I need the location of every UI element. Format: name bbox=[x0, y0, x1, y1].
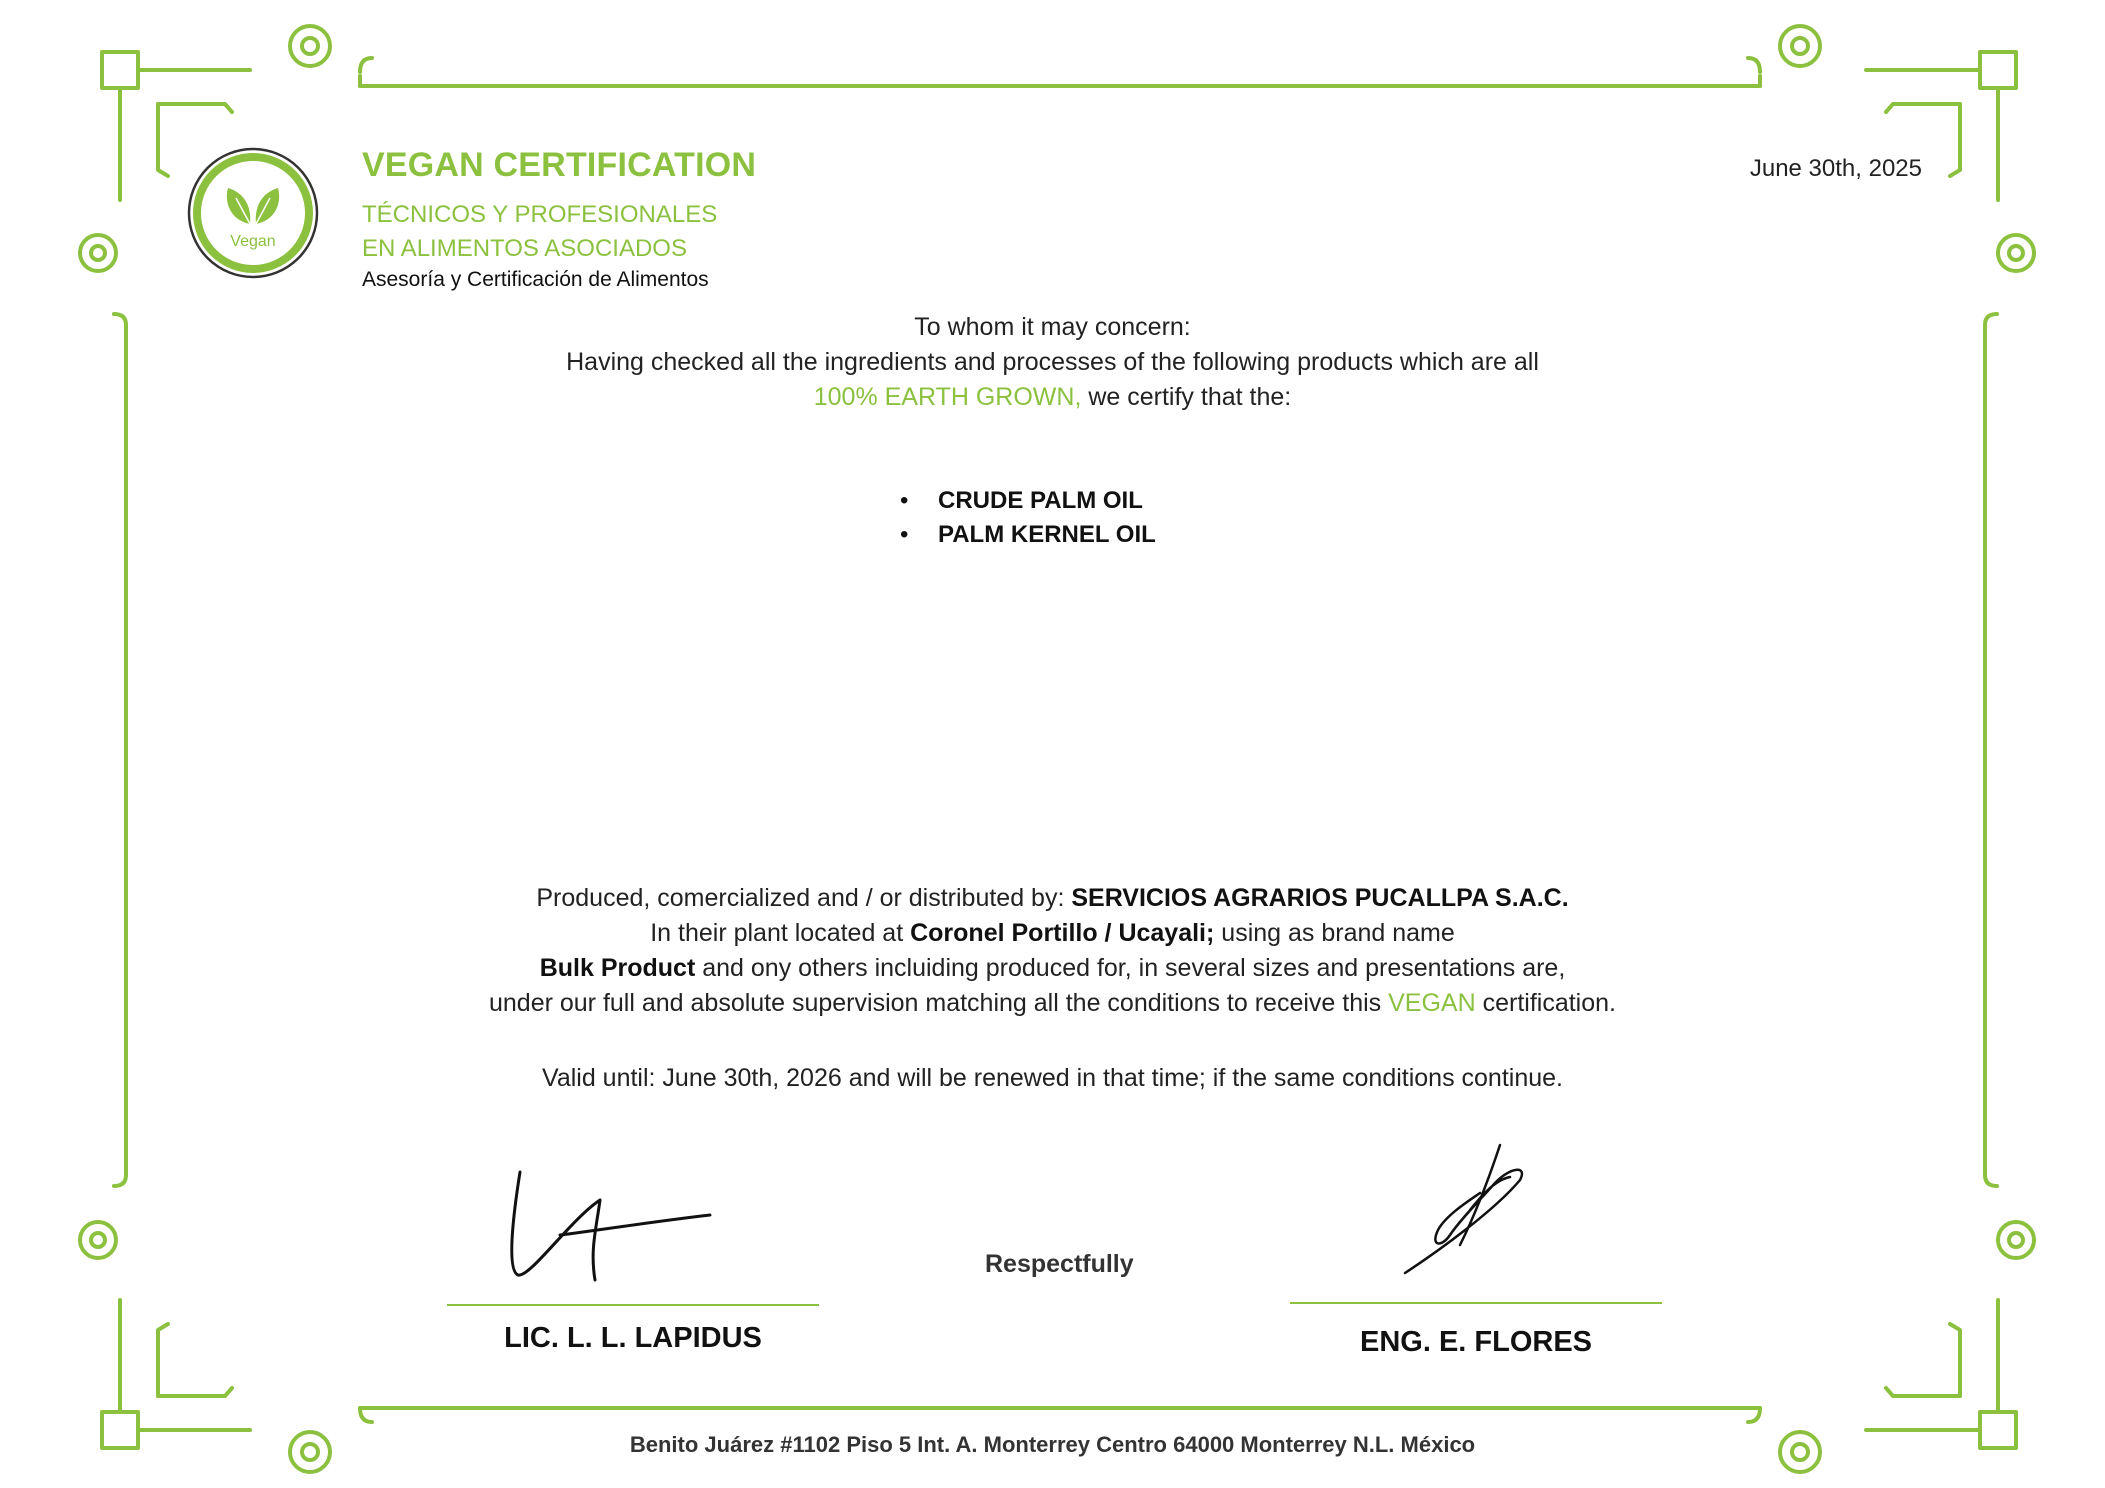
left-signature bbox=[500, 1160, 730, 1290]
brand-suffix: and ony others incluiding produced for, in several sizes and presentations are, bbox=[695, 954, 1566, 982]
earth-grown-highlight: 100% EARTH GROWN, bbox=[813, 383, 1082, 411]
intro-line: Having checked all the ingredients and processes of the following products which are all bbox=[566, 348, 1539, 376]
supervision-prefix: under our full and absolute supervision matching all the conditions to receive this bbox=[488, 989, 1389, 1017]
logo-label: Vegan bbox=[230, 233, 276, 250]
plant-location: Coronel Portillo / Ucayali; bbox=[910, 919, 1215, 947]
producer-prefix: Produced, comercialized and / or distributed by: bbox=[536, 884, 1072, 912]
footer-address: Benito Juárez #1102 Piso 5 Int. A. Monterrey Centro 64000 Monterrey N.L. México bbox=[629, 1432, 1476, 1457]
supervision-line bbox=[0, 986, 2105, 1021]
left-signer-name: LIC. L. L. LAPIDUS bbox=[504, 1322, 762, 1354]
supervision-suffix: certification. bbox=[1475, 989, 1616, 1017]
closing-text: Respectfully bbox=[985, 1250, 1134, 1278]
producer-line bbox=[0, 881, 2105, 916]
plant-suffix: using as brand name bbox=[1214, 919, 1455, 947]
validity-line: Valid until: June 30th, 2026 and will be renewed in that time; if the same conditions continue. bbox=[542, 1064, 1563, 1092]
right-signature bbox=[1400, 1135, 1540, 1280]
issue-date: June 30th, 2025 bbox=[1749, 155, 1922, 182]
org-name-line1: TÉCNICOS Y PROFESIONALES bbox=[362, 201, 718, 228]
certify-line bbox=[0, 380, 2105, 415]
right-signer-name: ENG. E. FLORES bbox=[1359, 1326, 1593, 1358]
right-signature-line bbox=[1290, 1302, 1662, 1304]
brand-name: Bulk Product bbox=[539, 954, 696, 982]
certify-text: we certify that the: bbox=[1081, 383, 1292, 411]
org-tagline: Asesoría y Certificación de Alimentos bbox=[362, 268, 709, 291]
list-item: • CRUDE PALM OIL bbox=[900, 484, 1156, 518]
left-signature-line bbox=[447, 1304, 819, 1306]
brand-line bbox=[0, 951, 2105, 986]
vegan-logo bbox=[186, 146, 320, 280]
org-name-line2: EN ALIMENTOS ASOCIADOS bbox=[362, 235, 687, 262]
plant-line bbox=[0, 916, 2105, 951]
greeting: To whom it may concern: bbox=[914, 313, 1191, 341]
plant-prefix: In their plant located at bbox=[650, 919, 911, 947]
certificate-title: VEGAN CERTIFICATION bbox=[362, 146, 757, 184]
list-item: • PALM KERNEL OIL bbox=[900, 518, 1156, 552]
vegan-highlight: VEGAN bbox=[1388, 989, 1476, 1017]
product-list bbox=[900, 484, 1156, 552]
company-name: SERVICIOS AGRARIOS PUCALLPA S.A.C. bbox=[1071, 884, 1569, 912]
